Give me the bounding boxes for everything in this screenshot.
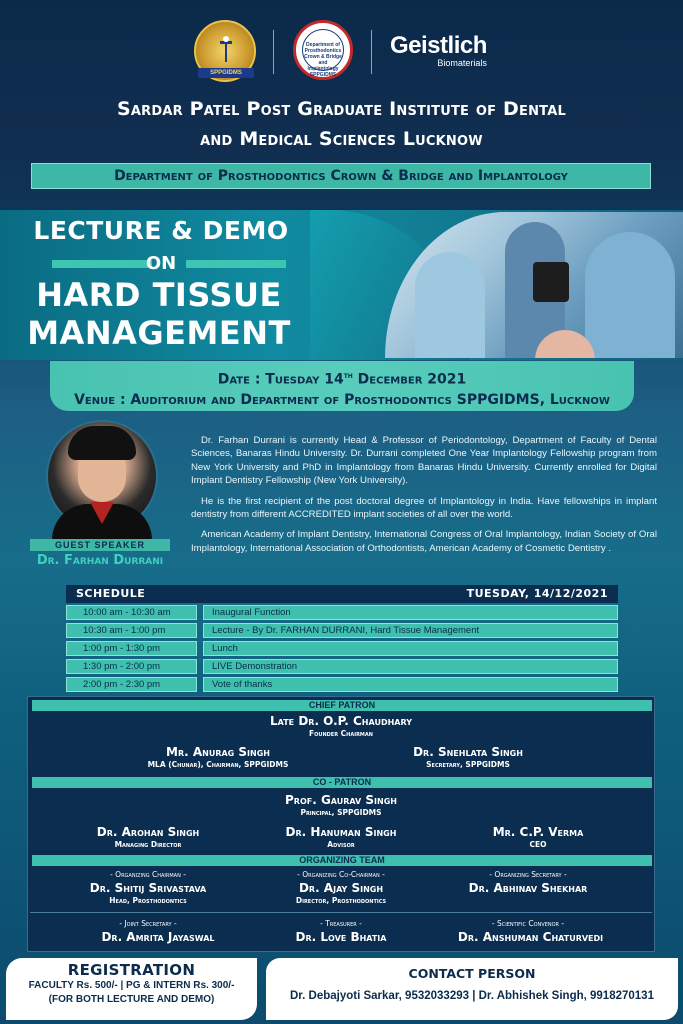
contact-title: CONTACT PERSON [408,966,536,981]
team-role-label: - Organizing Co-Chairman - [297,870,385,879]
team-role: Head, Prosthodontics [109,896,187,905]
date-rest: December 2021 [352,371,467,388]
schedule-row [66,677,618,692]
event-title-line4: MANAGEMENT [27,314,291,352]
schedule-time: 1:00 pm - 1:30 pm [66,641,197,656]
geistlich-logo [390,32,487,68]
registration-note: (FOR BOTH LECTURE AND DEMO) [48,994,215,1005]
patrons-panel [27,696,655,952]
team-name: Dr. Shitij Srivastava [89,881,207,895]
schedule-row [66,641,618,656]
department-banner: Department of Prosthodontics Crown & Bridge and Implantology [31,163,651,189]
guest-speaker-label: GUEST SPEAKER [30,539,170,551]
team-role-label: - Scientific Convenor - [491,919,565,928]
date-prefix: Date : Tuesday 14 [217,371,344,388]
speaker-bio [191,434,657,562]
event-title-main [22,276,296,352]
team-name: Dr. Anshuman Chaturvedi [457,930,604,944]
team-role-label: - Joint Secretary - [119,919,177,928]
registration-fees: FACULTY Rs. 500/- | PG & INTERN Rs. 300/- [28,980,235,991]
schedule-title: SCHEDULE [76,587,146,600]
patron-role: Secretary, SPPGIDMS [426,760,510,769]
schedule-time: 10:00 am - 10:30 am [66,605,197,620]
contact-box [266,958,678,1020]
logo2-text: Department of Prosthodontics Crown & Bridge and Implantology [304,42,342,72]
institute-name [0,94,683,154]
sppgidms-logo [194,20,256,82]
patron-role: CEO [529,840,547,849]
schedule-row [66,623,618,638]
date-suffix: th [343,371,353,380]
institute-line2: and Medical Sciences Lucknow [200,128,483,150]
schedule-time: 10:30 am - 1:00 pm [66,623,197,638]
team-name: Dr. Ajay Singh [298,881,384,895]
patron-name: Dr. Arohan Singh [96,825,200,839]
chief-patron-header: CHIEF PATRON [32,700,652,711]
co-patron-role: Principal, SPPGIDMS [300,808,382,817]
team-role-label: - Treasurer - [320,919,362,928]
event-title-on: ON [145,253,177,274]
team-role-label: - Organizing Chairman - [110,870,186,879]
department-logo [293,20,353,80]
logo-separator [371,30,372,74]
patron-name: Dr. Hanuman Singh [285,825,397,839]
patron-role: Managing Director [114,840,182,849]
schedule-day: TUESDAY, 14/12/2021 [466,587,608,600]
department-logo-text [302,29,344,78]
team-divider [30,912,652,913]
caduceus-icon [218,36,234,62]
schedule-row [66,659,618,674]
contact-details: Dr. Debajyoti Sarkar, 9532033293 | Dr. Abhishek Singh, 9918270131 [290,990,654,1002]
header-band [0,0,683,210]
guest-speaker-name: Dr. Farhan Durrani [36,553,164,568]
registration-title: REGISTRATION [67,961,196,979]
chief-patron-role: Founder Chairman [309,729,373,738]
patron-role: Advisor [327,840,355,849]
patron-name: Mr. C.P. Verma [492,825,584,839]
team-role-label: - Organizing Secretary - [489,870,567,879]
team-name: Dr. Amrita Jayaswal [101,930,215,944]
team-role: Director, Prosthodontics [295,896,387,905]
event-date [50,361,634,390]
co-patron-header: CO - PATRON [32,777,652,788]
logo-row [0,18,683,86]
organizing-team-header: ORGANIZING TEAM [32,855,652,866]
surgeon-figure [415,252,485,358]
logo2-sub: SPPGIDMS [309,72,337,78]
registration-box [6,958,257,1020]
patron-role: MLA (Chunar), Chairman, SPPGIDMS [147,760,289,769]
institute-line1: Sardar Patel Post Graduate Institute of Dental [117,98,566,120]
event-venue: Venue : Auditorium and Department of Prosthodontics SPPGIDMS, Lucknow [74,391,610,408]
camera-icon [533,262,569,302]
event-title-line3: HARD TISSUE [36,276,282,314]
bio-paragraph: Dr. Farhan Durrani is currently Head & Professor of Periodontology, Department of Faculty of Dental Sciences, Banaras Hindu University. Dr. Durrani completed One Year Implantology Fellowship program from New York University and PhD in Implantology from Banaras Hindu University. Currently enrolled for Digital Implant Dentistry Fellowship (New York University). [191,435,657,487]
logo-separator [273,30,274,74]
team-name: Dr. Love Bhatia [295,930,387,944]
bio-paragraph: American Academy of Implant Dentistry, International Congress of Oral Implantology, Indian Society of Oral Implantology, International Association of Orthodontists, American Academy of Cosmetic Dentistry . [191,529,657,554]
sponsor-sub: Biomaterials [437,58,487,68]
co-patron-name: Prof. Gaurav Singh [284,793,397,807]
logo1-ribbon: SPPGIDMS [198,68,254,78]
surgeon-figure [585,232,675,358]
event-title-line1: LECTURE & DEMO [33,216,289,245]
team-name: Dr. Abhinav Shekhar [468,881,588,895]
bio-paragraph: He is the first recipient of the post doctoral degree of Implantology in India. Have fellowships in implant dentistry from different ACCREDITED implant societies of all over the world. [191,495,657,521]
schedule-event: Inaugural Function [203,605,618,620]
schedule-event: LIVE Demonstration [203,659,618,674]
schedule-event: Lecture - By Dr. FARHAN DURRANI, Hard Tissue Management [203,623,618,638]
sponsor-name: Geistlich [390,32,487,59]
chief-patron-name: Late Dr. O.P. Chaudhary [270,714,412,728]
schedule-time: 2:00 pm - 2:30 pm [66,677,197,692]
patron-name: Dr. Snehlata Singh [413,745,523,759]
event-on-row [30,253,292,275]
schedule-row [66,605,618,620]
patron-name: Mr. Anurag Singh [166,745,270,759]
schedule-event: Lunch [203,641,618,656]
speaker-hair [68,426,136,460]
schedule-header [66,585,618,603]
schedule-time: 1:30 pm - 2:00 pm [66,659,197,674]
schedule-event: Vote of thanks [203,677,618,692]
date-venue-box [50,361,634,411]
